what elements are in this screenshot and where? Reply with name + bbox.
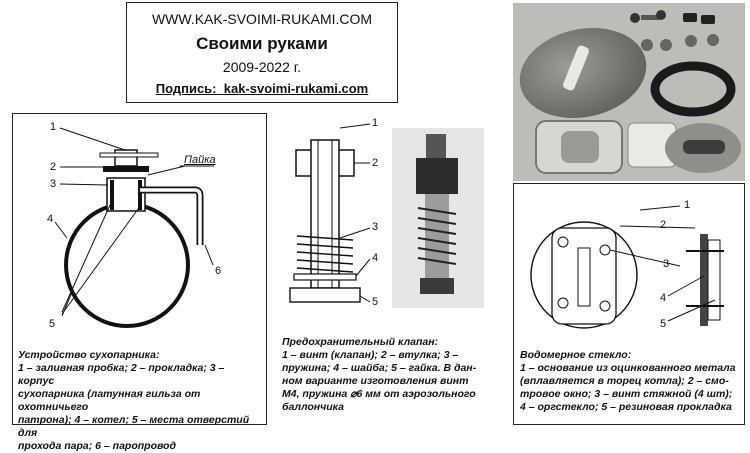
valve-photo <box>392 128 484 308</box>
valve-label-3: 3 <box>372 221 379 233</box>
label-2: 2 <box>50 161 57 173</box>
caption-line: 1 – заливная пробка; 2 – прокладка; 3 – корпус <box>18 362 225 387</box>
valve-caption <box>282 336 494 414</box>
caption-title: Предохранительный клапан: <box>282 336 439 348</box>
valve-label-4: 4 <box>372 252 379 264</box>
steam-dome-caption <box>18 349 263 453</box>
caption-line: сухопарника (латунная гильза от охотничьего <box>18 388 201 413</box>
caption-line: М4, пружина ⌀6 мм от аэрозольного <box>282 388 476 400</box>
label-1: 1 <box>50 121 57 133</box>
caption-line: 4 – оргстекло; 5 – резиновая прокладка <box>520 401 732 413</box>
site-url[interactable]: WWW.KAK-SVOIMI-RUKAMI.COM <box>151 11 373 27</box>
label-6: 6 <box>215 265 222 277</box>
subscribe-label: Подпись: <box>155 81 217 96</box>
caption-line: (вплавляется в торец котла); 2 – смо- <box>520 375 729 387</box>
solder-label: Пайка <box>184 154 216 166</box>
caption-line: тровое окно; 3 – винт стяжной (4 шт); <box>520 388 733 400</box>
gauge-label-3: 3 <box>663 258 670 270</box>
caption-line: патрона); 4 – котел; 5 – места отверстий для <box>18 414 250 439</box>
gauge-caption <box>520 349 742 414</box>
caption-line: пружина; 4 – шайба; 5 – гайка. В дан- <box>282 362 477 374</box>
subscribe-link[interactable]: kak-svoimi-rukami.com <box>223 81 369 96</box>
page-title: Своими руками <box>196 34 328 53</box>
gauge-label-5: 5 <box>660 318 667 330</box>
caption-line: прохода пара; 6 – паропровод <box>18 440 176 452</box>
label-3: 3 <box>50 178 57 190</box>
caption-line: 1 – основание из оцинкованного метала <box>520 362 736 374</box>
gauge-label-1: 1 <box>684 199 691 211</box>
label-5: 5 <box>49 318 56 330</box>
caption-title: Водомерное стекло: <box>520 349 632 361</box>
valve-label-2: 2 <box>372 157 379 169</box>
caption-line: 1 – винт (клапан); 2 – втулка; 3 – <box>282 349 459 361</box>
caption-line: ном варианте изготовления винт <box>282 375 469 387</box>
valve-label-5: 5 <box>372 296 379 308</box>
caption-line: баллончика <box>282 401 344 413</box>
label-4: 4 <box>47 213 54 225</box>
years: 2009-2022 г. <box>222 59 302 75</box>
caption-title: Устройство сухопарника: <box>18 349 160 361</box>
valve-label-1: 1 <box>372 117 379 129</box>
gauge-label-2: 2 <box>660 219 667 231</box>
gauge-label-4: 4 <box>660 292 667 304</box>
